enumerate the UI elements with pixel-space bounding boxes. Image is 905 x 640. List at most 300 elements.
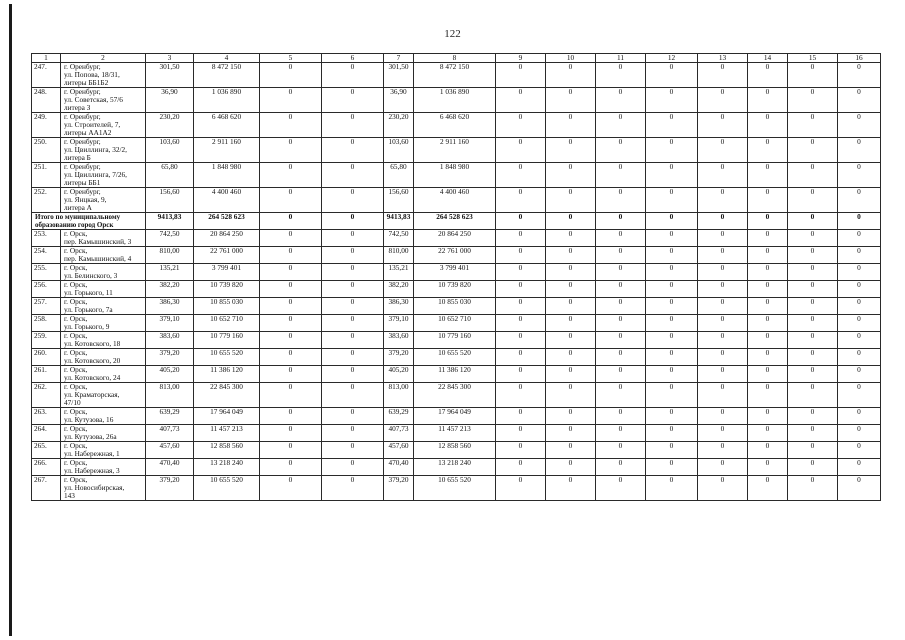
total-label-line: образованию город Орск bbox=[35, 221, 114, 229]
address-line: ул. Белинского, 3 bbox=[64, 271, 118, 280]
row-number: 247. bbox=[32, 63, 61, 88]
value-cell: 0 bbox=[838, 459, 881, 476]
value-cell: 813,00 bbox=[384, 383, 414, 408]
value-cell: 0 bbox=[788, 425, 838, 442]
value-cell: 0 bbox=[698, 138, 748, 163]
value-cell: 1 036 890 bbox=[414, 88, 496, 113]
value-cell: 10 655 520 bbox=[414, 476, 496, 501]
address-cell bbox=[61, 366, 146, 383]
address-line: г. Орск, bbox=[64, 331, 88, 340]
value-cell: 301,50 bbox=[384, 63, 414, 88]
value-cell: 0 bbox=[646, 408, 698, 425]
value-cell: 0 bbox=[838, 315, 881, 332]
value-cell: 0 bbox=[496, 247, 546, 264]
value-cell: 0 bbox=[748, 315, 788, 332]
value-cell: 0 bbox=[698, 459, 748, 476]
value-cell: 0 bbox=[838, 213, 881, 230]
value-cell: 0 bbox=[496, 383, 546, 408]
address-cell bbox=[61, 349, 146, 366]
value-cell: 0 bbox=[698, 476, 748, 501]
address-cell bbox=[61, 332, 146, 349]
value-cell: 0 bbox=[748, 213, 788, 230]
address-line: г. Орск, bbox=[64, 229, 88, 238]
value-cell: 0 bbox=[546, 459, 596, 476]
value-cell: 0 bbox=[698, 425, 748, 442]
value-cell: 0 bbox=[260, 63, 322, 88]
value-cell: 0 bbox=[496, 63, 546, 88]
address-line: литеры ББ1 bbox=[64, 178, 101, 187]
row-number: 260. bbox=[32, 349, 61, 366]
value-cell: 0 bbox=[838, 138, 881, 163]
value-cell: 0 bbox=[496, 163, 546, 188]
page-number: 122 bbox=[444, 28, 461, 40]
value-cell: 0 bbox=[496, 332, 546, 349]
value-cell: 17 964 049 bbox=[194, 408, 260, 425]
value-cell: 0 bbox=[748, 459, 788, 476]
address-cell bbox=[61, 442, 146, 459]
value-cell: 0 bbox=[788, 264, 838, 281]
row-number: 264. bbox=[32, 425, 61, 442]
value-cell: 0 bbox=[698, 230, 748, 247]
value-cell: 0 bbox=[546, 188, 596, 213]
value-cell: 0 bbox=[322, 442, 384, 459]
value-cell: 0 bbox=[496, 408, 546, 425]
row-number: 263. bbox=[32, 408, 61, 425]
table-row bbox=[32, 332, 881, 349]
value-cell: 4 400 460 bbox=[414, 188, 496, 213]
address-cell bbox=[61, 88, 146, 113]
value-cell: 0 bbox=[596, 332, 646, 349]
value-cell: 0 bbox=[260, 476, 322, 501]
value-cell: 0 bbox=[496, 442, 546, 459]
row-number: 262. bbox=[32, 383, 61, 408]
value-cell: 10 779 160 bbox=[194, 332, 260, 349]
value-cell: 0 bbox=[646, 298, 698, 315]
value-cell: 470,40 bbox=[384, 459, 414, 476]
address-cell bbox=[61, 138, 146, 163]
address-line: ул. Цвиллинга, 32/2, bbox=[64, 145, 128, 154]
value-cell: 0 bbox=[596, 264, 646, 281]
value-cell: 65,80 bbox=[146, 163, 194, 188]
value-cell: 0 bbox=[496, 88, 546, 113]
value-cell: 0 bbox=[496, 315, 546, 332]
value-cell: 379,20 bbox=[146, 476, 194, 501]
value-cell: 810,00 bbox=[384, 247, 414, 264]
value-cell: 407,73 bbox=[384, 425, 414, 442]
value-cell: 0 bbox=[546, 264, 596, 281]
value-cell: 0 bbox=[788, 408, 838, 425]
value-cell: 0 bbox=[260, 408, 322, 425]
value-cell: 0 bbox=[260, 264, 322, 281]
value-cell: 0 bbox=[260, 113, 322, 138]
value-cell: 2 911 160 bbox=[194, 138, 260, 163]
value-cell: 0 bbox=[838, 281, 881, 298]
value-cell: 379,20 bbox=[146, 349, 194, 366]
value-cell: 0 bbox=[496, 188, 546, 213]
address-line: литера З bbox=[64, 103, 91, 112]
table-row bbox=[32, 264, 881, 281]
value-cell: 9413,83 bbox=[146, 213, 194, 230]
table-row bbox=[32, 315, 881, 332]
value-cell: 36,90 bbox=[146, 88, 194, 113]
value-cell: 0 bbox=[596, 383, 646, 408]
table-row bbox=[32, 113, 881, 138]
value-cell: 0 bbox=[698, 63, 748, 88]
value-cell: 10 855 030 bbox=[194, 298, 260, 315]
value-cell: 0 bbox=[748, 476, 788, 501]
value-cell: 382,20 bbox=[384, 281, 414, 298]
value-cell: 9413,83 bbox=[384, 213, 414, 230]
address-line: 47/10 bbox=[64, 398, 81, 407]
column-number: 9 bbox=[496, 54, 546, 63]
value-cell: 103,60 bbox=[384, 138, 414, 163]
value-cell: 0 bbox=[646, 63, 698, 88]
value-cell: 11 386 120 bbox=[414, 366, 496, 383]
value-cell: 0 bbox=[748, 188, 788, 213]
value-cell: 0 bbox=[748, 63, 788, 88]
address-cell bbox=[61, 264, 146, 281]
address-line: пер. Камышинский, 3 bbox=[64, 237, 132, 246]
table-row bbox=[32, 63, 881, 88]
value-cell: 0 bbox=[496, 298, 546, 315]
value-cell: 10 655 520 bbox=[194, 476, 260, 501]
value-cell: 0 bbox=[596, 425, 646, 442]
value-cell: 0 bbox=[546, 425, 596, 442]
value-cell: 0 bbox=[838, 230, 881, 247]
value-cell: 0 bbox=[596, 408, 646, 425]
value-cell: 742,50 bbox=[384, 230, 414, 247]
address-line: ул. Котовского, 20 bbox=[64, 356, 121, 365]
value-cell: 0 bbox=[322, 230, 384, 247]
value-cell: 4 400 460 bbox=[194, 188, 260, 213]
address-line: г. Орск, bbox=[64, 246, 88, 255]
value-cell: 0 bbox=[322, 281, 384, 298]
address-cell bbox=[61, 163, 146, 188]
column-number: 15 bbox=[788, 54, 838, 63]
row-number: 248. bbox=[32, 88, 61, 113]
address-line: г. Орск, bbox=[64, 424, 88, 433]
value-cell: 10 855 030 bbox=[414, 298, 496, 315]
value-cell: 0 bbox=[496, 349, 546, 366]
value-cell: 0 bbox=[260, 459, 322, 476]
value-cell: 0 bbox=[322, 476, 384, 501]
value-cell: 0 bbox=[546, 230, 596, 247]
value-cell: 135,21 bbox=[146, 264, 194, 281]
value-cell: 457,60 bbox=[384, 442, 414, 459]
value-cell: 0 bbox=[322, 459, 384, 476]
value-cell: 0 bbox=[788, 332, 838, 349]
value-cell: 0 bbox=[646, 247, 698, 264]
value-cell: 11 386 120 bbox=[194, 366, 260, 383]
value-cell: 0 bbox=[698, 315, 748, 332]
value-cell: 0 bbox=[838, 383, 881, 408]
value-cell: 0 bbox=[322, 138, 384, 163]
value-cell: 0 bbox=[646, 332, 698, 349]
value-cell: 0 bbox=[646, 213, 698, 230]
value-cell: 0 bbox=[698, 349, 748, 366]
table-row bbox=[32, 163, 881, 188]
value-cell: 156,60 bbox=[146, 188, 194, 213]
value-cell: 0 bbox=[748, 88, 788, 113]
value-cell: 0 bbox=[698, 113, 748, 138]
value-cell: 0 bbox=[646, 315, 698, 332]
value-cell: 0 bbox=[260, 247, 322, 264]
value-cell: 0 bbox=[838, 332, 881, 349]
row-number: 258. bbox=[32, 315, 61, 332]
table-row bbox=[32, 459, 881, 476]
value-cell: 0 bbox=[788, 188, 838, 213]
value-cell: 0 bbox=[546, 442, 596, 459]
table-row bbox=[32, 476, 881, 501]
value-cell: 0 bbox=[748, 247, 788, 264]
table-row bbox=[32, 298, 881, 315]
column-number: 3 bbox=[146, 54, 194, 63]
value-cell: 0 bbox=[838, 425, 881, 442]
table-row bbox=[32, 425, 881, 442]
value-cell: 813,00 bbox=[146, 383, 194, 408]
value-cell: 0 bbox=[748, 230, 788, 247]
row-number: 267. bbox=[32, 476, 61, 501]
address-line: г. Орск, bbox=[64, 441, 88, 450]
value-cell: 639,29 bbox=[384, 408, 414, 425]
address-line: г. Оренбург, bbox=[64, 137, 101, 146]
column-number: 14 bbox=[748, 54, 788, 63]
value-cell: 379,10 bbox=[384, 315, 414, 332]
value-cell: 0 bbox=[546, 366, 596, 383]
value-cell: 0 bbox=[546, 298, 596, 315]
value-cell: 0 bbox=[322, 247, 384, 264]
value-cell: 0 bbox=[646, 264, 698, 281]
value-cell: 264 528 623 bbox=[194, 213, 260, 230]
value-cell: 0 bbox=[260, 425, 322, 442]
value-cell: 0 bbox=[596, 442, 646, 459]
value-cell: 405,20 bbox=[146, 366, 194, 383]
value-cell: 0 bbox=[748, 332, 788, 349]
address-cell bbox=[61, 425, 146, 442]
value-cell: 0 bbox=[748, 264, 788, 281]
value-cell: 0 bbox=[496, 230, 546, 247]
value-cell: 0 bbox=[748, 163, 788, 188]
value-cell: 0 bbox=[596, 281, 646, 298]
value-cell: 1 036 890 bbox=[194, 88, 260, 113]
address-line: литеры ББ1Б2 bbox=[64, 78, 109, 87]
value-cell: 0 bbox=[546, 332, 596, 349]
row-number: 255. bbox=[32, 264, 61, 281]
address-cell bbox=[61, 298, 146, 315]
address-line: ул. Котовского, 18 bbox=[64, 339, 121, 348]
address-line: ул. Попова, 18/31, bbox=[64, 70, 120, 79]
row-number: 259. bbox=[32, 332, 61, 349]
value-cell: 0 bbox=[788, 88, 838, 113]
value-cell: 0 bbox=[788, 366, 838, 383]
value-cell: 8 472 150 bbox=[194, 63, 260, 88]
value-cell: 10 739 820 bbox=[414, 281, 496, 298]
table-row bbox=[32, 230, 881, 247]
value-cell: 0 bbox=[788, 459, 838, 476]
value-cell: 0 bbox=[788, 476, 838, 501]
address-line: г. Орск, bbox=[64, 348, 88, 357]
column-number: 13 bbox=[698, 54, 748, 63]
value-cell: 0 bbox=[546, 113, 596, 138]
address-cell bbox=[61, 315, 146, 332]
value-cell: 0 bbox=[260, 281, 322, 298]
address-line: г. Орск, bbox=[64, 407, 88, 416]
value-cell: 0 bbox=[788, 349, 838, 366]
table-row bbox=[32, 138, 881, 163]
value-cell: 382,20 bbox=[146, 281, 194, 298]
value-cell: 0 bbox=[260, 163, 322, 188]
value-cell: 0 bbox=[322, 88, 384, 113]
value-cell: 0 bbox=[546, 247, 596, 264]
address-line: г. Орск, bbox=[64, 297, 88, 306]
value-cell: 383,60 bbox=[384, 332, 414, 349]
value-cell: 3 799 401 bbox=[194, 264, 260, 281]
value-cell: 22 845 300 bbox=[414, 383, 496, 408]
address-cell bbox=[61, 408, 146, 425]
address-line: ул. Горького, 7а bbox=[64, 305, 113, 314]
value-cell: 1 848 980 bbox=[414, 163, 496, 188]
value-cell: 0 bbox=[596, 315, 646, 332]
address-line: г. Орск, bbox=[64, 314, 88, 323]
value-cell: 0 bbox=[788, 213, 838, 230]
value-cell: 0 bbox=[646, 476, 698, 501]
address-cell bbox=[61, 113, 146, 138]
column-number: 11 bbox=[596, 54, 646, 63]
address-cell bbox=[61, 383, 146, 408]
scan-margin-bar bbox=[9, 4, 12, 636]
value-cell: 0 bbox=[260, 298, 322, 315]
address-line: г. Оренбург, bbox=[64, 112, 101, 121]
address-line: г. Орск, bbox=[64, 365, 88, 374]
value-cell: 264 528 623 bbox=[414, 213, 496, 230]
row-number: 252. bbox=[32, 188, 61, 213]
value-cell: 36,90 bbox=[384, 88, 414, 113]
value-cell: 0 bbox=[646, 230, 698, 247]
value-cell: 0 bbox=[646, 188, 698, 213]
value-cell: 0 bbox=[838, 247, 881, 264]
row-number: 261. bbox=[32, 366, 61, 383]
table-row bbox=[32, 188, 881, 213]
total-row bbox=[32, 213, 881, 230]
property-register-table bbox=[31, 53, 881, 501]
address-line: ул. Горького, 11 bbox=[64, 288, 113, 297]
value-cell: 457,60 bbox=[146, 442, 194, 459]
value-cell: 0 bbox=[646, 113, 698, 138]
value-cell: 22 761 000 bbox=[414, 247, 496, 264]
total-label-line: Итого по муниципальному bbox=[35, 213, 121, 221]
value-cell: 639,29 bbox=[146, 408, 194, 425]
value-cell: 405,20 bbox=[384, 366, 414, 383]
value-cell: 0 bbox=[596, 188, 646, 213]
value-cell: 0 bbox=[496, 113, 546, 138]
value-cell: 0 bbox=[788, 315, 838, 332]
address-line: ул. Кутузова, 16 bbox=[64, 415, 114, 424]
value-cell: 0 bbox=[596, 138, 646, 163]
value-cell: 0 bbox=[838, 366, 881, 383]
value-cell: 0 bbox=[646, 88, 698, 113]
address-line: ул. Горького, 9 bbox=[64, 322, 110, 331]
row-number: 266. bbox=[32, 459, 61, 476]
value-cell: 379,20 bbox=[384, 476, 414, 501]
value-cell: 0 bbox=[788, 113, 838, 138]
value-cell: 10 652 710 bbox=[414, 315, 496, 332]
address-line: ул. Котовского, 24 bbox=[64, 373, 121, 382]
column-number: 10 bbox=[546, 54, 596, 63]
value-cell: 0 bbox=[748, 408, 788, 425]
value-cell: 0 bbox=[322, 366, 384, 383]
value-cell: 0 bbox=[646, 383, 698, 408]
value-cell: 0 bbox=[838, 298, 881, 315]
address-line: г. Оренбург, bbox=[64, 187, 101, 196]
column-number: 5 bbox=[260, 54, 322, 63]
value-cell: 386,30 bbox=[384, 298, 414, 315]
address-line: г. Оренбург, bbox=[64, 162, 101, 171]
value-cell: 2 911 160 bbox=[414, 138, 496, 163]
value-cell: 0 bbox=[646, 442, 698, 459]
value-cell: 0 bbox=[838, 264, 881, 281]
row-number: 254. bbox=[32, 247, 61, 264]
value-cell: 0 bbox=[322, 315, 384, 332]
value-cell: 11 457 213 bbox=[414, 425, 496, 442]
value-cell: 0 bbox=[596, 63, 646, 88]
address-cell bbox=[61, 459, 146, 476]
row-number: 256. bbox=[32, 281, 61, 298]
row-number: 251. bbox=[32, 163, 61, 188]
value-cell: 0 bbox=[496, 264, 546, 281]
table-row bbox=[32, 366, 881, 383]
value-cell: 0 bbox=[698, 163, 748, 188]
value-cell: 6 468 620 bbox=[414, 113, 496, 138]
table-row bbox=[32, 349, 881, 366]
value-cell: 0 bbox=[788, 63, 838, 88]
table-row bbox=[32, 383, 881, 408]
value-cell: 0 bbox=[748, 298, 788, 315]
value-cell: 0 bbox=[596, 163, 646, 188]
value-cell: 0 bbox=[322, 264, 384, 281]
value-cell: 0 bbox=[838, 88, 881, 113]
value-cell: 0 bbox=[322, 188, 384, 213]
value-cell: 0 bbox=[546, 88, 596, 113]
address-line: ул. Новосибирская, bbox=[64, 483, 125, 492]
table-row bbox=[32, 408, 881, 425]
value-cell: 0 bbox=[698, 188, 748, 213]
total-label bbox=[32, 213, 146, 230]
value-cell: 0 bbox=[546, 281, 596, 298]
table-row bbox=[32, 281, 881, 298]
value-cell: 0 bbox=[322, 425, 384, 442]
value-cell: 383,60 bbox=[146, 332, 194, 349]
value-cell: 810,00 bbox=[146, 247, 194, 264]
value-cell: 0 bbox=[646, 459, 698, 476]
value-cell: 12 858 560 bbox=[414, 442, 496, 459]
value-cell: 0 bbox=[596, 366, 646, 383]
value-cell: 10 739 820 bbox=[194, 281, 260, 298]
value-cell: 0 bbox=[646, 138, 698, 163]
address-line: г. Оренбург, bbox=[64, 87, 101, 96]
address-line: г. Орск, bbox=[64, 458, 88, 467]
value-cell: 0 bbox=[646, 366, 698, 383]
value-cell: 0 bbox=[788, 281, 838, 298]
address-cell bbox=[61, 476, 146, 501]
value-cell: 0 bbox=[546, 476, 596, 501]
value-cell: 10 655 520 bbox=[194, 349, 260, 366]
value-cell: 0 bbox=[496, 425, 546, 442]
value-cell: 0 bbox=[260, 383, 322, 408]
value-cell: 20 864 250 bbox=[194, 230, 260, 247]
value-cell: 0 bbox=[322, 298, 384, 315]
value-cell: 230,20 bbox=[384, 113, 414, 138]
value-cell: 0 bbox=[838, 113, 881, 138]
